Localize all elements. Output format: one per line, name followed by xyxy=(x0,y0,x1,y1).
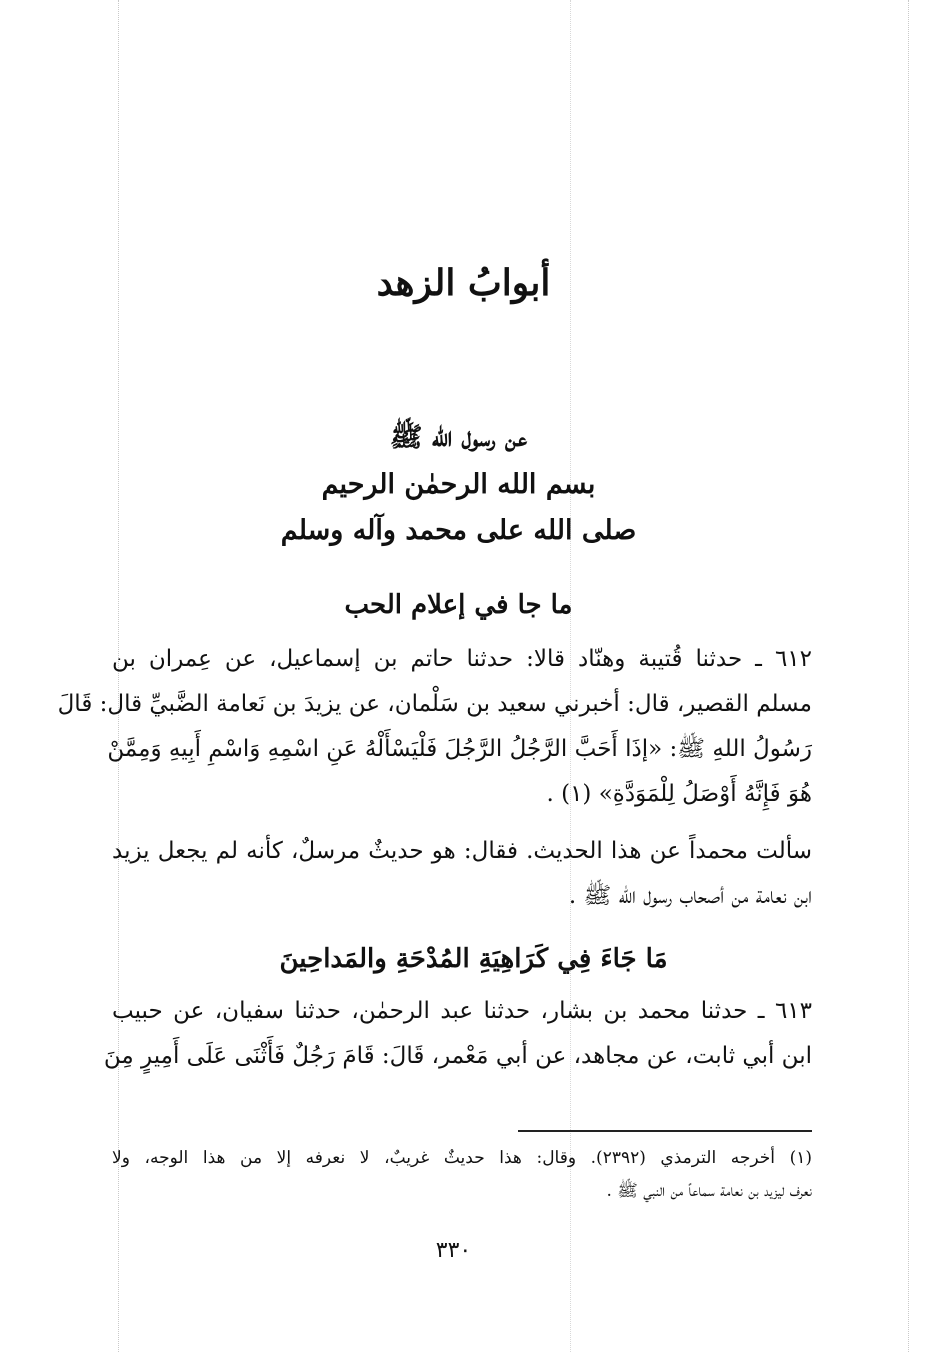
chapter-heading: مَا جَاءَ فِي كَرَاهِيَةِ المُدْحَةِ والمَداحِينَ xyxy=(279,944,668,974)
text-line: هُوَ فَإِنَّهُ أَوْصَلُ لِلْمَوَدَّةِ» (١) . xyxy=(546,781,812,807)
text-line: رَسُولُ اللهِ ﷺ: «إذَا أَحَبَّ الرَّجُلُ الرَّجُلَ فَلْيَسْأَلْهُ عَنِ اسْمِهِ وَاسْمِ أَبِيهِ وَمِمَّنْ xyxy=(107,736,812,762)
footnote-line: نعرف ليزيد بن نعامة سماعاً من النبي ﷺ . xyxy=(606,1181,812,1201)
text-line: ٦١٣ ـ حدثنا محمد بن بشار، حدثنا عبد الرحمٰن، حدثنا سفيان، عن حبيب xyxy=(112,998,812,1024)
chapter-heading: ما جا في إعلام الحب xyxy=(344,590,573,620)
intro-line-basmala: بسم الله الرحمٰن الرحيم xyxy=(321,469,596,500)
intro-line-attribution: عن رسول الله ﷺ xyxy=(389,422,528,453)
page-number: ٣٣٠ xyxy=(435,1238,472,1263)
text-line: ٦١٢ ـ حدثنا قُتيبة وهنّاد قالا: حدثنا حاتم بن إسماعيل، عن عِمران بن xyxy=(112,646,812,672)
text-line: سألت محمداً عن هذا الحديث. فقال: هو حديثٌ مرسلٌ، كأنه لم يجعل يزيد xyxy=(112,838,812,864)
hadith-paragraph xyxy=(103,998,812,1090)
intro-line-salutation: صلى الله على محمد وآله وسلم xyxy=(280,515,637,546)
text-line: ابن نعامة من أصحاب رسول الله ﷺ . xyxy=(568,883,812,909)
commentary-paragraph xyxy=(112,840,812,930)
footnote-line: (١) أخرجه الترمذي (٢٣٩٢). وقال: هذا حديثٌ غريبٌ، لا نعرفه إلا من هذا الوجه، ولا xyxy=(112,1148,812,1168)
scan-artifact-line xyxy=(908,0,909,1352)
text-line: مسلم القصير، قال: أخبرني سعيد بن سَلْمان، عن يزيدَ بن نَعامة الضَّبيِّ قال: قَالَ xyxy=(57,691,812,717)
text-line: ابن أبي ثابت، عن مجاهد، عن أبي مَعْمر، قَالَ: قَامَ رَجُلٌ فَأَثْنَى عَلَى أَمِيرٍ مِنَ xyxy=(103,1043,812,1069)
footnote-divider xyxy=(518,1130,812,1132)
book-title: أبوابُ الزهد xyxy=(376,262,551,304)
footnote xyxy=(112,1148,812,1212)
hadith-paragraph xyxy=(57,646,812,828)
